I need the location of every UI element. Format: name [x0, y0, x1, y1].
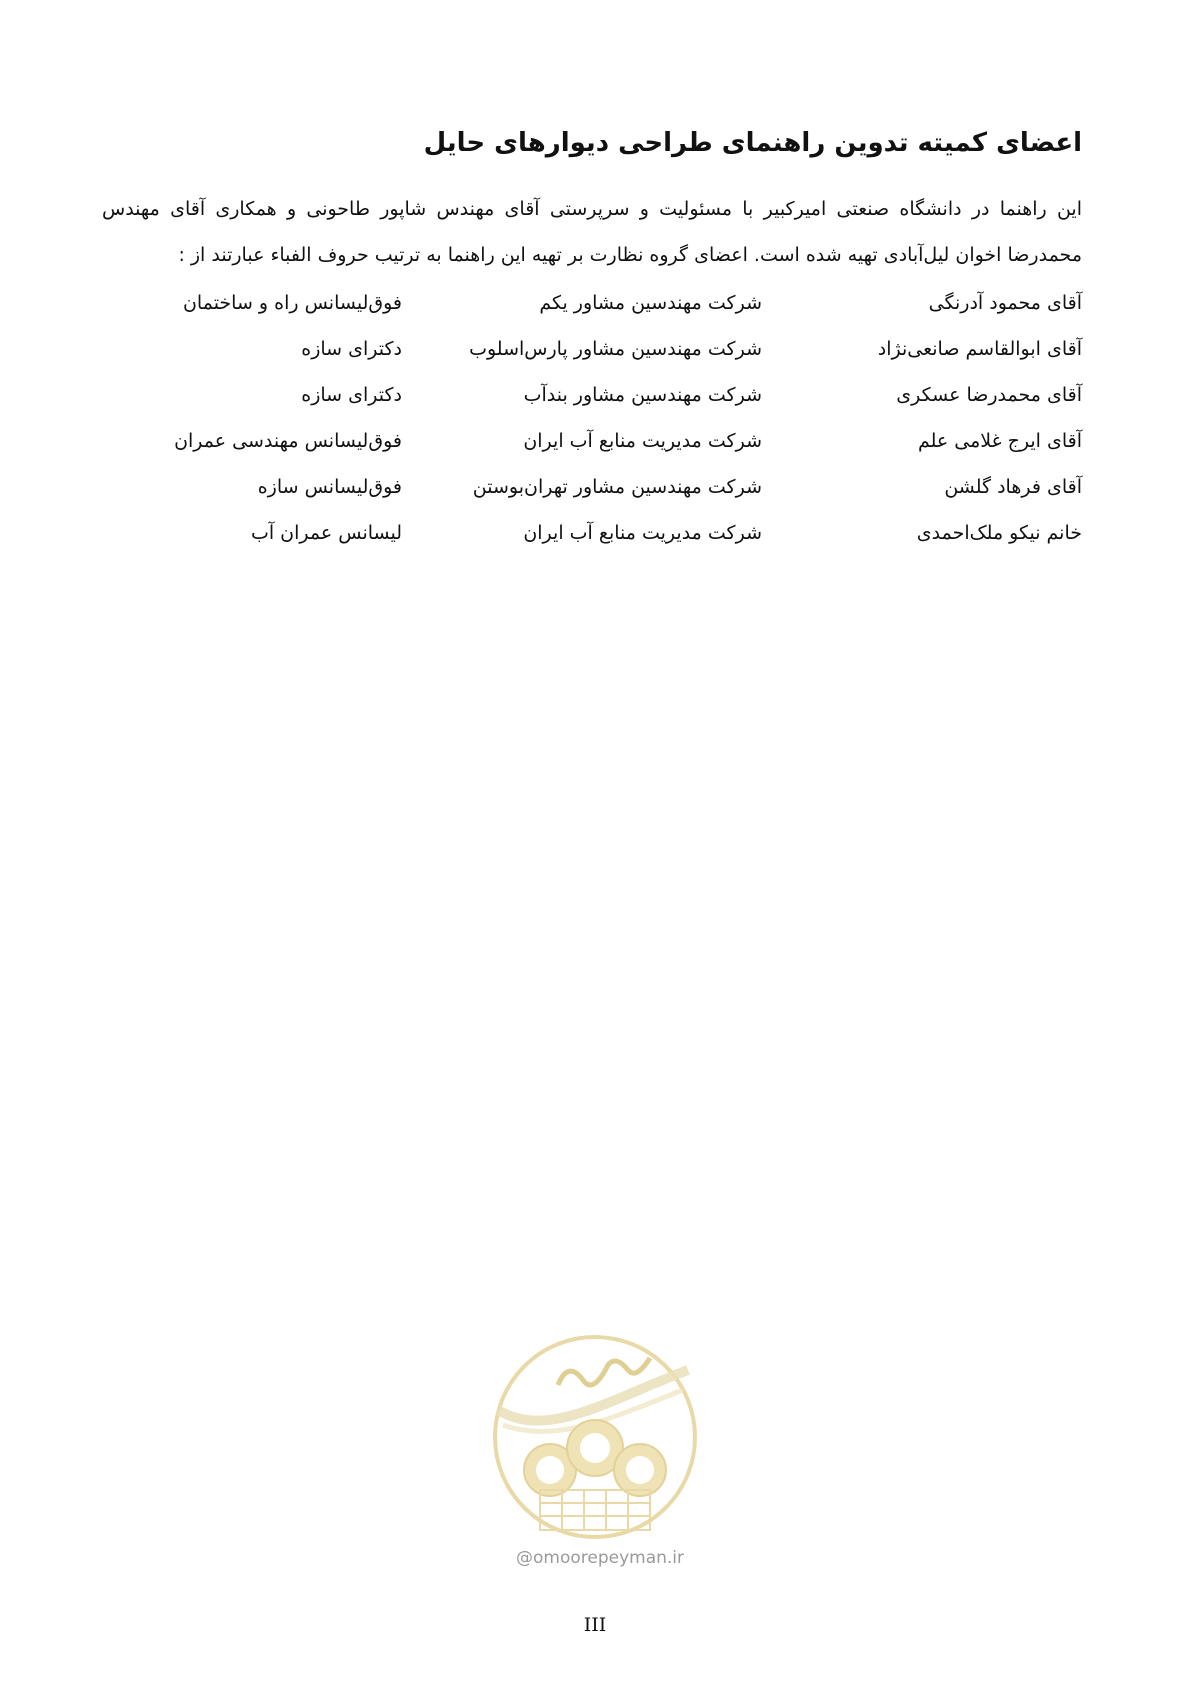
intro-line-1: این راهنما در دانشگاه صنعتی امیرکبیر با مسئولیت و سرپرستی آقای مهندس شاپور طاحونی و همکاری آقای مهندس: [102, 198, 1082, 220]
omoorepeyman-logo-icon: [488, 1330, 702, 1544]
member-row: [102, 372, 1082, 418]
member-degree: فوق‌لیسانس راه و ساختمان: [182, 292, 402, 314]
page-number: III: [583, 1614, 607, 1636]
member-row: [102, 280, 1082, 326]
member-org: شرکت مهندسین مشاور تهران‌بوستن: [472, 476, 762, 498]
member-degree: فوق‌لیسانس سازه: [257, 476, 402, 498]
member-row: [102, 326, 1082, 372]
member-org: شرکت مهندسین مشاور بندآب: [523, 384, 762, 406]
page-title: اعضای کمیته تدوین راهنمای طراحی دیوارهای حایل: [423, 128, 1082, 158]
logo-caption: @omoorepeyman.ir: [515, 1548, 685, 1568]
intro-line-2: محمدرضا اخوان لیل‌آبادی تهیه شده است. اعضای گروه نظارت بر تهیه این راهنما به ترتیب حروف الفباء عبارتند از :: [178, 244, 1082, 266]
member-org: شرکت مدیریت منابع آب ایران: [523, 430, 762, 452]
member-degree: دکترای سازه: [301, 384, 402, 406]
member-name: آقای محمود آدرنگی: [928, 292, 1082, 314]
member-org: شرکت مهندسین مشاور یکم: [539, 292, 762, 314]
intro-paragraph: [102, 186, 1082, 278]
member-name: آقای فرهاد گلشن: [944, 476, 1082, 498]
member-row: [102, 510, 1082, 556]
member-name: آقای محمدرضا عسکری: [896, 384, 1082, 406]
member-org: شرکت مهندسین مشاور پارس‌اسلوب: [469, 338, 762, 360]
members-list: [102, 280, 1082, 556]
member-degree: لیسانس عمران آب: [250, 522, 402, 544]
member-degree: فوق‌لیسانس مهندسی عمران: [174, 430, 402, 452]
member-name: آقای ابوالقاسم صانعی‌نژاد: [877, 338, 1082, 360]
member-row: [102, 418, 1082, 464]
member-row: [102, 464, 1082, 510]
member-name: خانم نیکو ملک‌احمدی: [916, 522, 1082, 544]
member-degree: دکترای سازه: [301, 338, 402, 360]
member-org: شرکت مدیریت منابع آب ایران: [523, 522, 762, 544]
member-name: آقای ایرج غلامی علم: [917, 430, 1082, 452]
